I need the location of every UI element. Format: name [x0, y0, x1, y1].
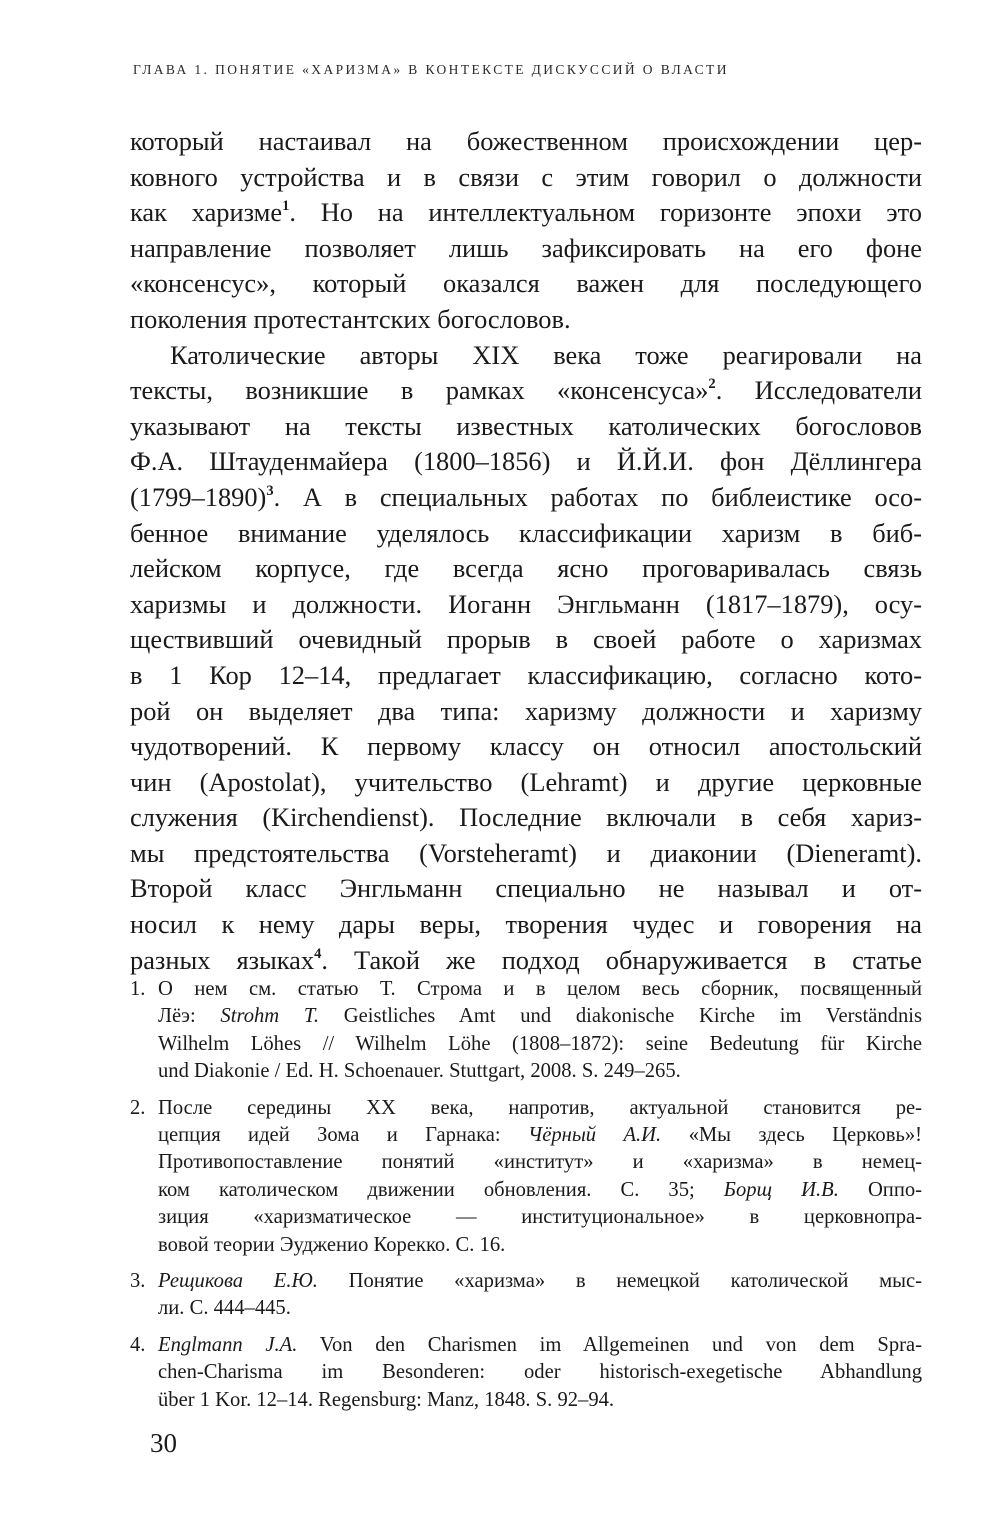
footnote-line: und Diakonie / Ed. H. Schoenauer. Stuttgart, 2008. S. 249–265. — [158, 1060, 681, 1083]
footnote-line — [158, 1122, 922, 1149]
text-line: бенное внимание уделялось классификации харизм в биб- — [130, 517, 922, 548]
author-name: Борщ И.В. — [723, 1178, 839, 1201]
text-fragment: (1799–1890) — [130, 481, 267, 512]
text-line — [130, 373, 922, 409]
text-line: мы предстоятельства (Vorsteheramt) и диаконии (Dieneramt). — [130, 837, 922, 868]
page-number: 30 — [150, 1428, 177, 1458]
footnote-line: После середины XX века, напротив, актуальной становится ре- — [158, 1096, 922, 1119]
footnote-line: Wilhelm Löhes // Wilhelm Löhe (1808–1872): seine Bedeutung für Kirche — [158, 1032, 922, 1055]
text-line: чин (Apostolat), учительство (Lehramt) и другие церковные — [130, 766, 922, 797]
text-line: направление позволяет лишь зафиксировать на его фоне — [130, 232, 922, 263]
text-fragment: тексты, возникшие в рамках «консенсуса» — [130, 375, 709, 406]
footnote-1 — [130, 976, 922, 1086]
text-fragment: Понятие «харизма» в немецкой католической мыс- — [317, 1270, 923, 1293]
footnote-line: вовой теории Эудженио Корекко. С. 16. — [158, 1233, 506, 1256]
text-line — [130, 943, 922, 979]
text-line: чудотворений. К первому классу он относил апостольский — [130, 731, 922, 762]
footnotes — [130, 976, 922, 1423]
footnote-line — [158, 1003, 922, 1030]
footnote-line: зиция «харизматическое — институциональное» в церковнопра- — [158, 1206, 922, 1229]
footnote-ref-3[interactable]: 3 — [266, 483, 274, 500]
author-name: Рещикова Е.Ю. — [158, 1270, 318, 1293]
footnote-number: 3. — [130, 1270, 146, 1293]
text-fragment: . А в специальных работах по библеистике осо- — [273, 481, 922, 512]
text-line: «консенсус», который оказался важен для последующего — [130, 268, 922, 299]
footnote-3 — [130, 1268, 922, 1323]
footnote-line: О нем см. статью Т. Строма и в целом весь сборник, посвященный — [158, 978, 922, 1000]
text-fragment: «Мы здесь Церковь»! — [661, 1124, 923, 1147]
text-fragment: разных языках — [130, 944, 315, 975]
author-name: Englmann J.A. — [158, 1333, 298, 1356]
author-name: Strohm T. — [220, 1005, 319, 1028]
text-line — [130, 195, 922, 231]
text-fragment: ком католическом движении обновления. С. 35; — [158, 1178, 724, 1201]
footnote-ref-1[interactable]: 1 — [282, 198, 290, 215]
footnote-line: Противопоставление понятий «институт» и «харизма» в немец- — [158, 1151, 922, 1174]
text-fragment: . Но на интеллектуальном горизонте эпохи это — [289, 197, 922, 228]
text-fragment: цепция идей Зома и Гарнака: — [158, 1124, 528, 1147]
footnote-number: 2. — [130, 1096, 146, 1119]
footnote-2 — [130, 1095, 922, 1259]
text-line: ковного устройства и в связи с этим говорил о должности — [130, 161, 922, 192]
author-name: Чёрный А.И. — [528, 1124, 662, 1147]
text-fragment: . Такой же подход обнаруживается в статье — [321, 944, 922, 975]
footnote-line — [158, 1268, 922, 1295]
text-line: рой он выделяет два типа: харизму должности и харизму — [130, 695, 922, 726]
footnote-line — [158, 1177, 922, 1204]
text-fragment: как харизме — [130, 197, 283, 228]
text-line: служения (Kirchendienst). Последние включали в себя хариз- — [130, 802, 922, 833]
footnote-line: ли. С. 444–445. — [158, 1297, 291, 1320]
text-line: в 1 Кор 12–14, предлагает классификацию, согласно кото- — [130, 659, 922, 690]
text-line: лейском корпусе, где всегда ясно проговаривалась связь — [130, 553, 922, 584]
text-line: поколения протестантских богословов. — [130, 303, 571, 334]
footnote-ref-2[interactable]: 2 — [708, 376, 716, 393]
running-head: ГЛАВА 1. ПОНЯТИЕ «ХАРИЗМА» В КОНТЕКСТЕ ДИСКУССИЙ О ВЛАСТИ — [133, 62, 729, 77]
text-line: указывают на тексты известных католических богословов — [130, 410, 922, 441]
text-line: Ф.А. Штауденмайера (1800–1856) и Й.Й.И. фон Дёллингера — [130, 446, 922, 477]
text-line: Католические авторы XIX века тоже реагировали на — [170, 339, 922, 370]
text-line: который настаивал на божественном происхождении цер- — [130, 126, 922, 156]
text-line: харизмы и должности. Иоганн Энгльманн (1817–1879), осу- — [130, 588, 922, 619]
footnote-line: über 1 Kor. 12–14. Regensburg: Manz, 1848. S. 92–94. — [158, 1388, 615, 1411]
footnote-line: chen-Charisma im Besonderen: oder historisch-exegetische Abhandlung — [158, 1361, 922, 1384]
text-line: носил к нему дары веры, творения чудес и говорения на — [130, 909, 922, 940]
footnote-ref-4[interactable]: 4 — [314, 945, 322, 962]
footnote-4 — [130, 1332, 922, 1414]
footnote-number: 4. — [130, 1333, 146, 1356]
text-fragment: Лёэ: — [158, 1005, 221, 1028]
text-line: Второй класс Энгльманн специально не называл и от- — [130, 873, 922, 904]
text-fragment: Оппо- — [838, 1178, 923, 1201]
main-text — [130, 124, 922, 978]
footnote-line — [158, 1332, 922, 1359]
footnote-number: 1. — [130, 978, 146, 1000]
text-fragment: Von den Charismen im Allgemeinen und von dem Spra- — [297, 1333, 922, 1356]
text-line — [130, 480, 922, 516]
text-fragment: Geistliches Amt und diakonische Kirche im Verständnis — [318, 1005, 922, 1028]
text-line: ществивший очевидный прорыв в своей работе о харизмах — [130, 624, 922, 655]
text-fragment: . Исследователи — [715, 375, 922, 406]
